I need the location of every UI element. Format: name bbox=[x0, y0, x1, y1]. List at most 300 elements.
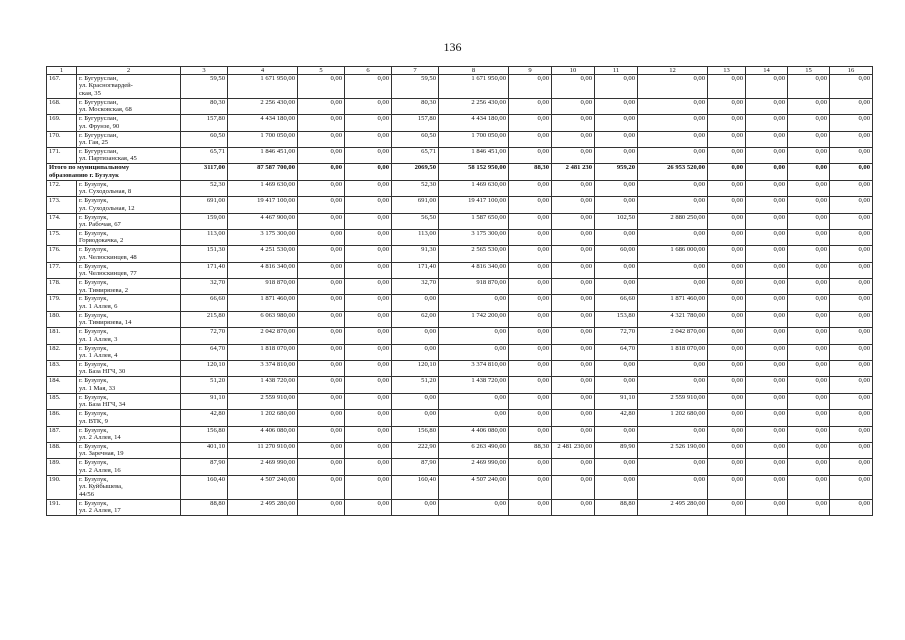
value-cell: 0,00 bbox=[746, 393, 788, 409]
value-cell: 113,00 bbox=[181, 229, 228, 245]
value-cell: 2 495 280,00 bbox=[228, 499, 298, 515]
value-cell: 0,00 bbox=[830, 361, 873, 377]
value-cell: 0,00 bbox=[509, 197, 552, 213]
value-cell: 0,00 bbox=[509, 147, 552, 163]
value-cell: 0,00 bbox=[509, 115, 552, 131]
value-cell: 0,00 bbox=[298, 75, 345, 99]
value-cell: 4 467 900,00 bbox=[228, 213, 298, 229]
table-row bbox=[47, 426, 873, 442]
value-cell: 0,00 bbox=[552, 279, 595, 295]
value-cell: 0,00 bbox=[298, 98, 345, 114]
value-cell: 0,00 bbox=[746, 499, 788, 515]
address-cell: г. Бузулук, ул. 1 Мая, 33 bbox=[77, 377, 181, 393]
value-cell: 2 042 870,00 bbox=[228, 328, 298, 344]
value-cell: 918 870,00 bbox=[228, 279, 298, 295]
column-header: 16 bbox=[830, 67, 873, 75]
table-row bbox=[47, 98, 873, 114]
row-number: 168. bbox=[47, 98, 77, 114]
value-cell: 0,00 bbox=[392, 295, 439, 311]
value-cell: 0,00 bbox=[746, 229, 788, 245]
value-cell: 2 256 430,00 bbox=[439, 98, 509, 114]
value-cell: 0,00 bbox=[830, 246, 873, 262]
address-cell: г. Бугуруслан, ул. Гая, 25 bbox=[77, 131, 181, 147]
value-cell: 0,00 bbox=[552, 98, 595, 114]
table-row bbox=[47, 246, 873, 262]
address-cell: г. Бузулук, ул. ВТК, 9 bbox=[77, 410, 181, 426]
value-cell: 0,00 bbox=[638, 426, 708, 442]
value-cell: 0,00 bbox=[746, 131, 788, 147]
value-cell: 120,10 bbox=[181, 361, 228, 377]
value-cell: 3117,00 bbox=[181, 164, 228, 180]
value-cell: 59,50 bbox=[392, 75, 439, 99]
value-cell: 2 469 990,00 bbox=[439, 459, 509, 475]
value-cell: 1 742 200,00 bbox=[439, 311, 509, 327]
data-table bbox=[46, 66, 873, 516]
value-cell: 0,00 bbox=[345, 147, 392, 163]
address-cell: г. Бузулук, ул. Рабочая, 67 bbox=[77, 213, 181, 229]
value-cell: 1 469 630,00 bbox=[228, 180, 298, 196]
value-cell: 0,00 bbox=[345, 344, 392, 360]
value-cell: 1 871 460,00 bbox=[228, 295, 298, 311]
value-cell: 0,00 bbox=[552, 262, 595, 278]
value-cell: 2 495 280,00 bbox=[638, 499, 708, 515]
value-cell: 0,00 bbox=[708, 377, 746, 393]
value-cell: 120,10 bbox=[392, 361, 439, 377]
column-header-row bbox=[47, 67, 873, 75]
value-cell: 156,80 bbox=[392, 426, 439, 442]
value-cell: 0,00 bbox=[392, 393, 439, 409]
value-cell: 0,00 bbox=[345, 426, 392, 442]
value-cell: 0,00 bbox=[298, 475, 345, 499]
value-cell: 0,00 bbox=[298, 426, 345, 442]
value-cell: 0,00 bbox=[552, 459, 595, 475]
value-cell: 0,00 bbox=[638, 377, 708, 393]
value-cell: 0,00 bbox=[552, 75, 595, 99]
value-cell: 91,10 bbox=[181, 393, 228, 409]
value-cell: 0,00 bbox=[638, 98, 708, 114]
address-cell: г. Бузулук, ул. 1 Аллея, 3 bbox=[77, 328, 181, 344]
value-cell: 2 880 250,00 bbox=[638, 213, 708, 229]
value-cell: 0,00 bbox=[830, 344, 873, 360]
value-cell: 215,80 bbox=[181, 311, 228, 327]
value-cell: 0,00 bbox=[788, 229, 830, 245]
value-cell: 153,80 bbox=[595, 311, 638, 327]
value-cell: 102,50 bbox=[595, 213, 638, 229]
value-cell: 1 871 460,00 bbox=[638, 295, 708, 311]
value-cell: 0,00 bbox=[788, 279, 830, 295]
value-cell: 0,00 bbox=[708, 197, 746, 213]
value-cell: 0,00 bbox=[345, 98, 392, 114]
value-cell: 2 559 910,00 bbox=[638, 393, 708, 409]
value-cell: 0,00 bbox=[392, 499, 439, 515]
value-cell: 0,00 bbox=[298, 164, 345, 180]
address-cell: г. Бугуруслан, ул. Фрунзе, 90 bbox=[77, 115, 181, 131]
value-cell: 0,00 bbox=[746, 246, 788, 262]
value-cell: 80,30 bbox=[392, 98, 439, 114]
value-cell: 0,00 bbox=[830, 499, 873, 515]
value-cell: 87,90 bbox=[392, 459, 439, 475]
value-cell: 0,00 bbox=[708, 295, 746, 311]
value-cell: 0,00 bbox=[509, 131, 552, 147]
value-cell: 0,00 bbox=[298, 443, 345, 459]
value-cell: 1 469 630,00 bbox=[439, 180, 509, 196]
column-header: 1 bbox=[47, 67, 77, 75]
value-cell: 4 406 080,00 bbox=[228, 426, 298, 442]
value-cell: 3 175 300,00 bbox=[228, 229, 298, 245]
value-cell: 0,00 bbox=[746, 180, 788, 196]
value-cell: 0,00 bbox=[788, 180, 830, 196]
value-cell: 0,00 bbox=[708, 131, 746, 147]
value-cell: 0,00 bbox=[638, 75, 708, 99]
value-cell: 157,80 bbox=[392, 115, 439, 131]
value-cell: 3 374 810,00 bbox=[439, 361, 509, 377]
value-cell: 0,00 bbox=[345, 246, 392, 262]
value-cell: 171,40 bbox=[181, 262, 228, 278]
value-cell: 2 042 870,00 bbox=[638, 328, 708, 344]
table-row bbox=[47, 377, 873, 393]
value-cell: 160,40 bbox=[392, 475, 439, 499]
value-cell: 0,00 bbox=[638, 459, 708, 475]
address-cell: г. Бузулук, ул. 1 Аллея, 6 bbox=[77, 295, 181, 311]
value-cell: 0,00 bbox=[788, 361, 830, 377]
column-header: 2 bbox=[77, 67, 181, 75]
value-cell: 0,00 bbox=[298, 229, 345, 245]
row-number: 169. bbox=[47, 115, 77, 131]
value-cell: 0,00 bbox=[830, 311, 873, 327]
value-cell: 0,00 bbox=[345, 279, 392, 295]
value-cell: 0,00 bbox=[509, 279, 552, 295]
value-cell: 2 256 430,00 bbox=[228, 98, 298, 114]
value-cell: 3 175 300,00 bbox=[439, 229, 509, 245]
value-cell: 3 374 810,00 bbox=[228, 361, 298, 377]
value-cell: 0,00 bbox=[788, 164, 830, 180]
value-cell: 0,00 bbox=[298, 262, 345, 278]
value-cell: 0,00 bbox=[595, 180, 638, 196]
value-cell: 0,00 bbox=[509, 246, 552, 262]
value-cell: 0,00 bbox=[345, 459, 392, 475]
row-number: 184. bbox=[47, 377, 77, 393]
column-header: 9 bbox=[509, 67, 552, 75]
value-cell: 0,00 bbox=[830, 131, 873, 147]
value-cell: 0,00 bbox=[552, 246, 595, 262]
value-cell: 0,00 bbox=[552, 311, 595, 327]
table-row bbox=[47, 262, 873, 278]
value-cell: 0,00 bbox=[746, 459, 788, 475]
value-cell: 0,00 bbox=[746, 361, 788, 377]
value-cell: 32,70 bbox=[392, 279, 439, 295]
value-cell: 0,00 bbox=[746, 147, 788, 163]
value-cell: 0,00 bbox=[595, 459, 638, 475]
value-cell: 0,00 bbox=[595, 262, 638, 278]
value-cell: 0,00 bbox=[345, 443, 392, 459]
value-cell: 88,30 bbox=[509, 164, 552, 180]
value-cell: 0,00 bbox=[345, 131, 392, 147]
value-cell: 26 953 520,00 bbox=[638, 164, 708, 180]
row-number: 172. bbox=[47, 180, 77, 196]
address-cell: г. Бузулук, ул. 2 Аллея, 14 bbox=[77, 426, 181, 442]
row-number: 170. bbox=[47, 131, 77, 147]
value-cell: 52,30 bbox=[392, 180, 439, 196]
value-cell: 0,00 bbox=[595, 361, 638, 377]
value-cell: 159,00 bbox=[181, 213, 228, 229]
value-cell: 87 587 700,00 bbox=[228, 164, 298, 180]
value-cell: 0,00 bbox=[638, 131, 708, 147]
value-cell: 0,00 bbox=[345, 164, 392, 180]
value-cell: 0,00 bbox=[746, 426, 788, 442]
value-cell: 0,00 bbox=[298, 410, 345, 426]
value-cell: 0,00 bbox=[746, 75, 788, 99]
value-cell: 0,00 bbox=[509, 328, 552, 344]
address-cell: г. Бузулук, ул. 2 Аллея, 17 bbox=[77, 499, 181, 515]
value-cell: 0,00 bbox=[708, 147, 746, 163]
table-row bbox=[47, 229, 873, 245]
row-number: 176. bbox=[47, 246, 77, 262]
value-cell: 0,00 bbox=[708, 311, 746, 327]
value-cell: 1 587 650,00 bbox=[439, 213, 509, 229]
value-cell: 0,00 bbox=[708, 229, 746, 245]
row-number: 191. bbox=[47, 499, 77, 515]
value-cell: 0,00 bbox=[552, 344, 595, 360]
value-cell: 0,00 bbox=[345, 197, 392, 213]
value-cell: 0,00 bbox=[345, 377, 392, 393]
value-cell: 0,00 bbox=[552, 410, 595, 426]
row-number: 177. bbox=[47, 262, 77, 278]
value-cell: 0,00 bbox=[830, 279, 873, 295]
value-cell: 0,00 bbox=[552, 361, 595, 377]
value-cell: 0,00 bbox=[830, 147, 873, 163]
address-cell: г. Бузулук, ул. Челюскинцев, 77 bbox=[77, 262, 181, 278]
table-row bbox=[47, 344, 873, 360]
value-cell: 113,00 bbox=[392, 229, 439, 245]
value-cell: 42,80 bbox=[181, 410, 228, 426]
value-cell: 0,00 bbox=[746, 311, 788, 327]
value-cell: 0,00 bbox=[746, 410, 788, 426]
value-cell: 1 438 720,00 bbox=[439, 377, 509, 393]
value-cell: 0,00 bbox=[830, 180, 873, 196]
value-cell: 0,00 bbox=[746, 475, 788, 499]
value-cell: 2 565 530,00 bbox=[439, 246, 509, 262]
column-header: 10 bbox=[552, 67, 595, 75]
value-cell: 0,00 bbox=[552, 180, 595, 196]
value-cell: 0,00 bbox=[298, 213, 345, 229]
value-cell: 0,00 bbox=[746, 164, 788, 180]
table-row bbox=[47, 393, 873, 409]
row-number: 186. bbox=[47, 410, 77, 426]
value-cell: 1 700 050,00 bbox=[439, 131, 509, 147]
value-cell: 2 469 990,00 bbox=[228, 459, 298, 475]
address-cell: г. Бузулук, ул. Суходольная, 8 bbox=[77, 180, 181, 196]
value-cell: 4 406 080,00 bbox=[439, 426, 509, 442]
value-cell: 0,00 bbox=[788, 410, 830, 426]
value-cell: 0,00 bbox=[788, 75, 830, 99]
value-cell: 59,50 bbox=[181, 75, 228, 99]
value-cell: 0,00 bbox=[552, 475, 595, 499]
value-cell: 0,00 bbox=[345, 295, 392, 311]
value-cell: 0,00 bbox=[638, 147, 708, 163]
value-cell: 1 700 050,00 bbox=[228, 131, 298, 147]
row-number: 181. bbox=[47, 328, 77, 344]
value-cell: 0,00 bbox=[830, 475, 873, 499]
value-cell: 89,90 bbox=[595, 443, 638, 459]
row-number: 185. bbox=[47, 393, 77, 409]
column-header: 7 bbox=[392, 67, 439, 75]
value-cell: 2 481 230 bbox=[552, 164, 595, 180]
value-cell: 0,00 bbox=[439, 393, 509, 409]
value-cell: 0,00 bbox=[708, 180, 746, 196]
value-cell: 0,00 bbox=[509, 361, 552, 377]
value-cell: 72,70 bbox=[595, 328, 638, 344]
row-number: 187. bbox=[47, 426, 77, 442]
address-cell: г. Бузулук, Горводокачка, 2 bbox=[77, 229, 181, 245]
value-cell: 0,00 bbox=[830, 213, 873, 229]
value-cell: 11 270 910,00 bbox=[228, 443, 298, 459]
table-row bbox=[47, 75, 873, 99]
value-cell: 1 202 680,00 bbox=[638, 410, 708, 426]
value-cell: 4 434 180,00 bbox=[228, 115, 298, 131]
value-cell: 691,00 bbox=[181, 197, 228, 213]
value-cell: 0,00 bbox=[638, 197, 708, 213]
value-cell: 0,00 bbox=[439, 410, 509, 426]
value-cell: 0,00 bbox=[345, 213, 392, 229]
value-cell: 80,30 bbox=[181, 98, 228, 114]
table-row bbox=[47, 213, 873, 229]
value-cell: 4 434 180,00 bbox=[439, 115, 509, 131]
table-row bbox=[47, 443, 873, 459]
value-cell: 0,00 bbox=[708, 499, 746, 515]
value-cell: 0,00 bbox=[788, 443, 830, 459]
total-label: Итого по муниципальному образованию г. Бузулук bbox=[47, 164, 181, 180]
value-cell: 4 507 240,00 bbox=[439, 475, 509, 499]
value-cell: 64,70 bbox=[595, 344, 638, 360]
value-cell: 0,00 bbox=[830, 164, 873, 180]
value-cell: 88,80 bbox=[181, 499, 228, 515]
value-cell: 0,00 bbox=[298, 377, 345, 393]
address-cell: г. Бузулук, ул. Заречная, 19 bbox=[77, 443, 181, 459]
value-cell: 0,00 bbox=[830, 393, 873, 409]
value-cell: 0,00 bbox=[788, 147, 830, 163]
value-cell: 401,10 bbox=[181, 443, 228, 459]
column-header: 3 bbox=[181, 67, 228, 75]
value-cell: 19 417 100,00 bbox=[228, 197, 298, 213]
table-row bbox=[47, 295, 873, 311]
value-cell: 4 816 340,00 bbox=[439, 262, 509, 278]
value-cell: 959,20 bbox=[595, 164, 638, 180]
value-cell: 0,00 bbox=[552, 328, 595, 344]
row-number: 189. bbox=[47, 459, 77, 475]
value-cell: 87,90 bbox=[181, 459, 228, 475]
value-cell: 160,40 bbox=[181, 475, 228, 499]
address-cell: г. Бузулук, ул. Тимирязева, 14 bbox=[77, 311, 181, 327]
column-header: 4 bbox=[228, 67, 298, 75]
value-cell: 0,00 bbox=[392, 328, 439, 344]
value-cell: 0,00 bbox=[638, 361, 708, 377]
value-cell: 0,00 bbox=[708, 426, 746, 442]
value-cell: 0,00 bbox=[708, 344, 746, 360]
value-cell: 0,00 bbox=[509, 262, 552, 278]
value-cell: 0,00 bbox=[595, 197, 638, 213]
value-cell: 1 818 070,00 bbox=[228, 344, 298, 360]
value-cell: 1 671 950,00 bbox=[228, 75, 298, 99]
value-cell: 72,70 bbox=[181, 328, 228, 344]
table-row bbox=[47, 180, 873, 196]
value-cell: 171,40 bbox=[392, 262, 439, 278]
row-number: 188. bbox=[47, 443, 77, 459]
value-cell: 0,00 bbox=[345, 361, 392, 377]
value-cell: 0,00 bbox=[509, 295, 552, 311]
value-cell: 0,00 bbox=[788, 393, 830, 409]
value-cell: 0,00 bbox=[788, 246, 830, 262]
value-cell: 0,00 bbox=[830, 410, 873, 426]
value-cell: 65,71 bbox=[181, 147, 228, 163]
value-cell: 0,00 bbox=[746, 295, 788, 311]
value-cell: 0,00 bbox=[392, 344, 439, 360]
value-cell: 0,00 bbox=[708, 443, 746, 459]
row-number: 183. bbox=[47, 361, 77, 377]
value-cell: 0,00 bbox=[638, 115, 708, 131]
value-cell: 151,30 bbox=[181, 246, 228, 262]
value-cell: 4 816 340,00 bbox=[228, 262, 298, 278]
value-cell: 0,00 bbox=[298, 147, 345, 163]
value-cell: 2 559 910,00 bbox=[228, 393, 298, 409]
value-cell: 0,00 bbox=[298, 344, 345, 360]
value-cell: 0,00 bbox=[708, 213, 746, 229]
address-cell: г. Бузулук, ул. Челюскинцев, 48 bbox=[77, 246, 181, 262]
value-cell: 19 417 100,00 bbox=[439, 197, 509, 213]
value-cell: 0,00 bbox=[830, 295, 873, 311]
value-cell: 0,00 bbox=[509, 75, 552, 99]
value-cell: 60,00 bbox=[595, 246, 638, 262]
value-cell: 0,00 bbox=[746, 115, 788, 131]
value-cell: 0,00 bbox=[788, 426, 830, 442]
value-cell: 0,00 bbox=[708, 246, 746, 262]
value-cell: 0,00 bbox=[509, 180, 552, 196]
table-row bbox=[47, 475, 873, 499]
value-cell: 0,00 bbox=[509, 311, 552, 327]
table-row bbox=[47, 410, 873, 426]
row-number: 173. bbox=[47, 197, 77, 213]
value-cell: 0,00 bbox=[746, 279, 788, 295]
value-cell: 0,00 bbox=[746, 443, 788, 459]
value-cell: 0,00 bbox=[830, 459, 873, 475]
value-cell: 0,00 bbox=[746, 213, 788, 229]
value-cell: 0,00 bbox=[552, 213, 595, 229]
value-cell: 222,90 bbox=[392, 443, 439, 459]
table-row bbox=[47, 147, 873, 163]
value-cell: 0,00 bbox=[552, 295, 595, 311]
address-cell: г. Бузулук, ул. База НГЧ, 34 bbox=[77, 393, 181, 409]
row-number: 175. bbox=[47, 229, 77, 245]
value-cell: 0,00 bbox=[345, 393, 392, 409]
value-cell: 0,00 bbox=[298, 328, 345, 344]
value-cell: 62,00 bbox=[392, 311, 439, 327]
value-cell: 0,00 bbox=[552, 147, 595, 163]
table-row bbox=[47, 279, 873, 295]
value-cell: 0,00 bbox=[439, 295, 509, 311]
value-cell: 0,00 bbox=[298, 499, 345, 515]
row-number: 190. bbox=[47, 475, 77, 499]
value-cell: 66,60 bbox=[595, 295, 638, 311]
value-cell: 0,00 bbox=[708, 279, 746, 295]
value-cell: 0,00 bbox=[708, 475, 746, 499]
value-cell: 0,00 bbox=[746, 197, 788, 213]
table-row bbox=[47, 115, 873, 131]
value-cell: 0,00 bbox=[595, 115, 638, 131]
address-cell: г. Бузулук, ул. 2 Аллея, 16 bbox=[77, 459, 181, 475]
value-cell: 0,00 bbox=[552, 393, 595, 409]
value-cell: 0,00 bbox=[830, 443, 873, 459]
value-cell: 0,00 bbox=[746, 344, 788, 360]
column-header: 11 bbox=[595, 67, 638, 75]
